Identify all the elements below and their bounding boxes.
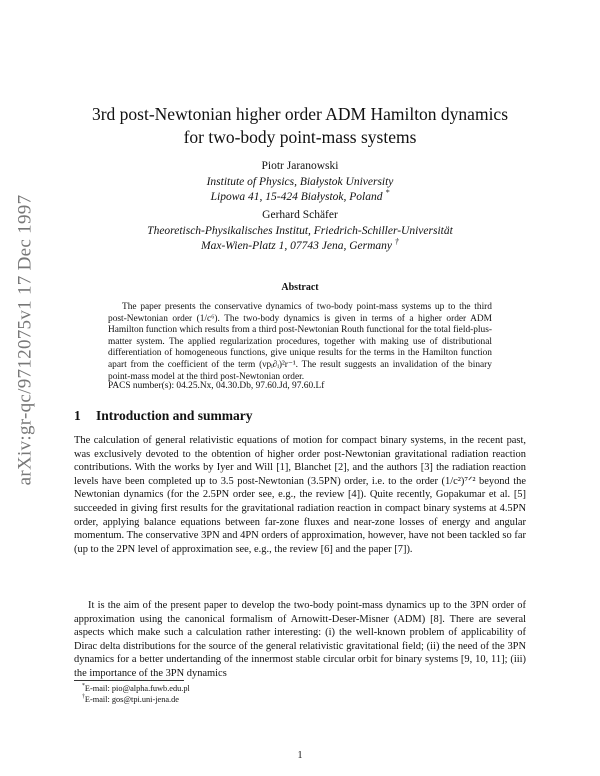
section-title: Introduction and summary (96, 408, 253, 423)
footnote-divider (74, 680, 184, 681)
body-paragraph-1: The calculation of general relativistic equations of motion for compact binary systems, in the recent past, was exclusively devoted to the obtention of higher order post-Newtonian gravitational radiation reaction contributions. With the works by Iyer and Will [1], Blanchet [2], and the authors [3] the radiation reaction levels have been completed up to 3.5 post-Newtonian (3.5PN) order, i.e. to the order (1/c²)⁷ᐟ² beyond the Newtonian dynamics (for the 2.5PN order see, e.g., the review [4]). Quite recently, Gopakumar et al. [5] succeeded in giving first results for the gravitational radiation reaction in compact binary systems at 4.5PN order, applying balance equations between far-zone fluxes and near-zone losses of energy and angular momentum. The conservative 3PN and 4PN orders of approximation, however, have not been tackled so far (up to the 2PN level of approximation see, e.g., the review [6] and the paper [7]). (74, 435, 526, 555)
abstract-heading: Abstract (281, 282, 319, 293)
author-block-1 (60, 159, 540, 206)
footnote-1: *E-mail: pio@alpha.fuwb.edu.pl (82, 683, 190, 693)
title-line-2: for two-body point-mass systems (183, 127, 417, 147)
author-address: Max-Wien-Platz 1, 07743 Jena, Germany † (201, 237, 399, 252)
arxiv-identifier: arXiv:gr-qc/9712075v1 17 Dec 1997 (14, 194, 36, 486)
footnote-mark: * (385, 188, 390, 198)
title-line-1: 3rd post-Newtonian higher order ADM Hamilton dynamics (91, 104, 509, 124)
paper-title (60, 103, 540, 149)
pacs-numbers: PACS number(s): 04.25.Nx, 04.30.Db, 97.60.Jd, 97.60.Lf (108, 381, 325, 391)
author-name: Gerhard Schäfer (262, 209, 338, 221)
abstract-text: The paper presents the conservative dynamics of two-body point-mass systems up to the third post-Newtonian order (1/c⁶). The two-body dynamics is given in terms of a higher order ADM Hamilton function which results from a third post-Newtonian Routh functional for the total field-plus-matter system. The applied regularization procedures, together with making use of distributional differentiation of homogeneous functions, give unique results for the terms in the Hamilton function apart from the coefficient of the term (νpᵢ∂ᵢ)²r⁻¹. The result suggests an invalidation of the binary point-mass model at the third post-Newtonian order. (108, 302, 492, 382)
section-heading (74, 408, 253, 424)
footnote-2: †E-mail: gos@tpi.uni-jena.de (82, 694, 179, 704)
author-affiliation: Institute of Physics, Białystok University (206, 175, 394, 188)
footnote-mark: † (394, 237, 399, 247)
author-block-2 (60, 208, 540, 255)
section-number: 1 (74, 408, 81, 423)
body-paragraph-2: It is the aim of the present paper to develop the two-body point-mass dynamics up to the 3PN order of approximation using the canonical formalism of Arnowitt-Deser-Misner (ADM) [8]. There are several aspects which make such a calculation rather interesting: (i) the well-known problem of applicability of Dirac delta distributions for the source of the general relativistic gravitational field; (ii) the need of the 3PN dynamics for a better undertanding of the innermost stable circular orbit for binary systems [9, 10, 11]; (iii) the importance of the 3PN dynamics (74, 600, 526, 679)
page-number: 1 (297, 750, 303, 761)
author-address: Lipowa 41, 15-424 Białystok, Poland * (210, 188, 390, 203)
arxiv-sidebar-stamp (8, 150, 42, 530)
author-affiliation: Theoretisch-Physikalisches Institut, Friedrich-Schiller-Universität (147, 224, 453, 237)
author-name: Piotr Jaranowski (261, 160, 339, 172)
